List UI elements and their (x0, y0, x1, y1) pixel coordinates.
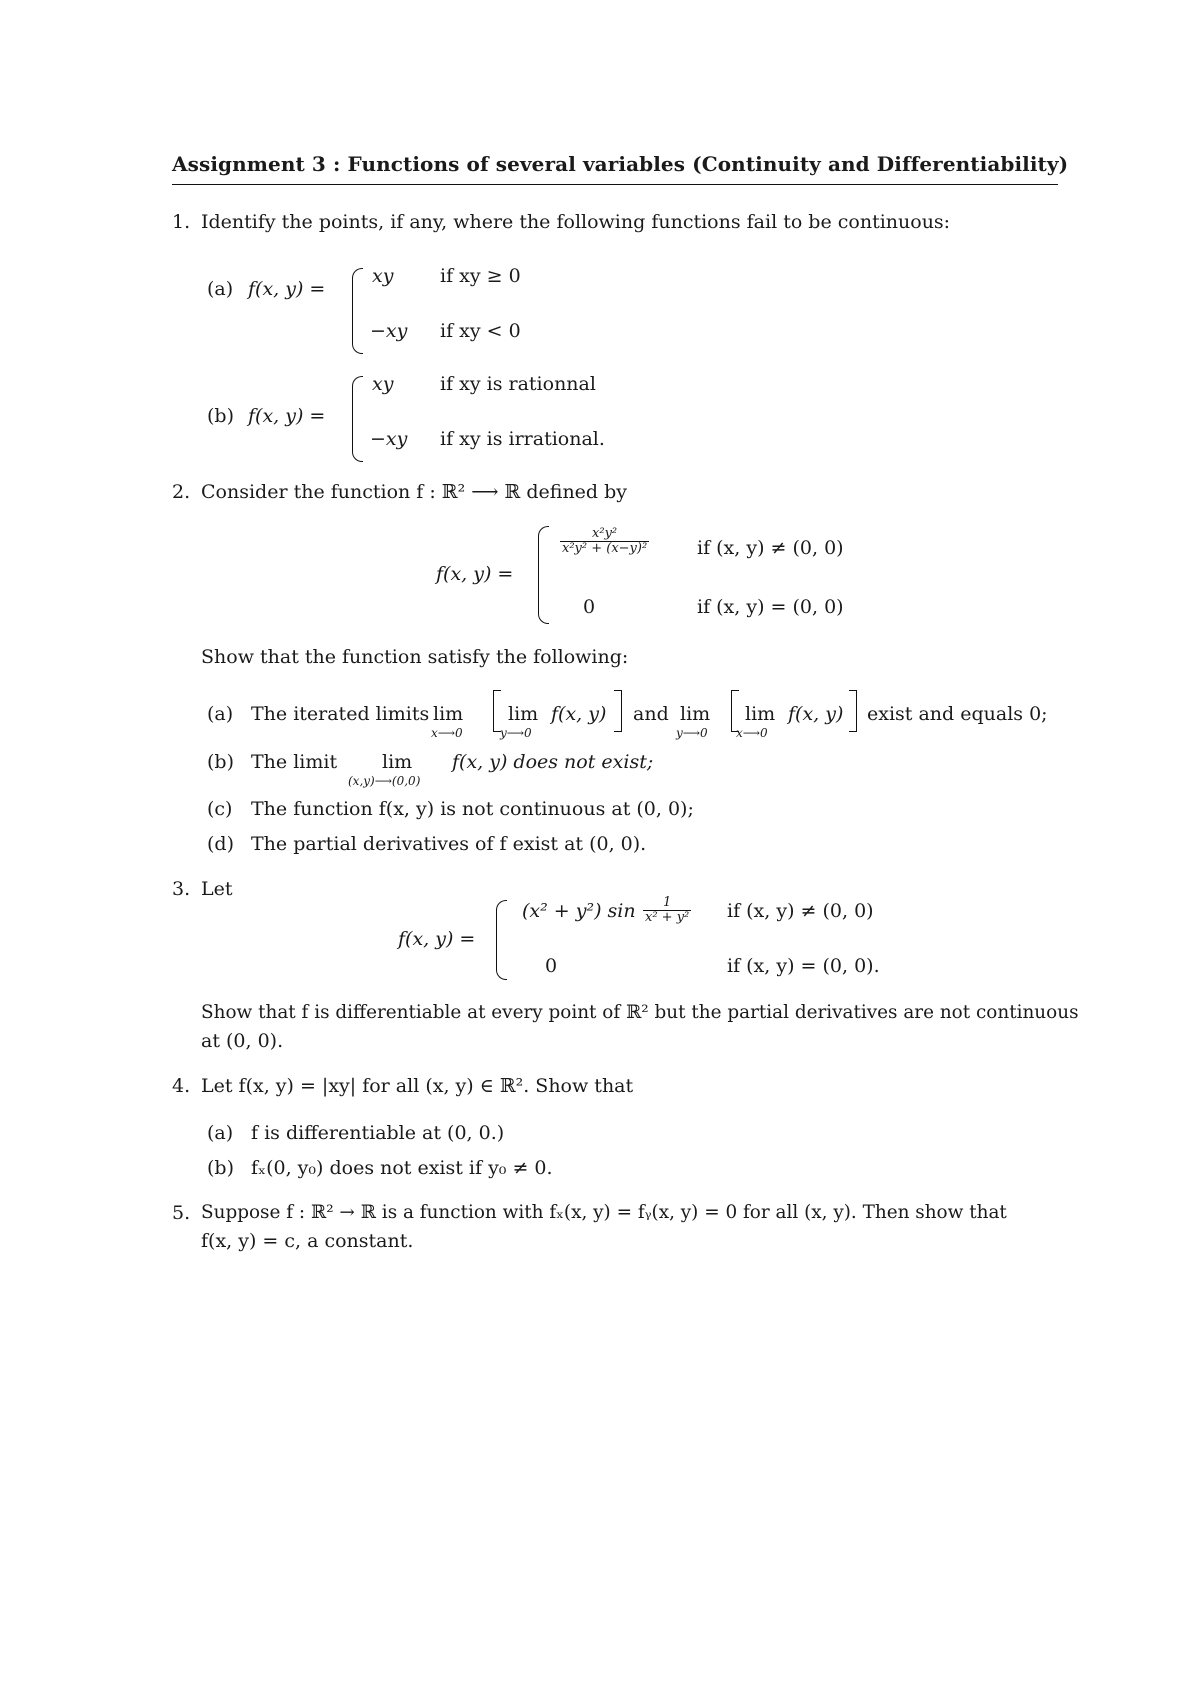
q1a-brace (352, 268, 363, 354)
q2b-label: (b) (207, 751, 234, 773)
q4b-text: fₓ(0, y₀) does not exist if y₀ ≠ 0. (251, 1157, 553, 1179)
q1a-case2-condition: if xy < 0 (440, 320, 521, 342)
title-rule (172, 184, 1058, 185)
q1b-case1-value: xy (372, 373, 394, 395)
q3-lhs: f(x, y) = (398, 928, 476, 950)
q2-fraction-numerator: x²y² (592, 526, 618, 541)
q3-case2-value: 0 (545, 955, 558, 977)
q1-number: 1. (172, 211, 191, 233)
q3-fraction-denominator: x² + y² (645, 909, 690, 925)
q1-text: Identify the points, if any, where the following functions fail to be continuous: (201, 211, 951, 233)
q2-number: 2. (172, 481, 191, 503)
q2-case2-condition: if (x, y) = (0, 0) (697, 596, 844, 618)
q5-number: 5. (172, 1202, 191, 1224)
q5-line2: f(x, y) = c, a constant. (201, 1230, 414, 1252)
q2a-and: and (633, 703, 669, 725)
q1b-brace (352, 376, 363, 462)
q2-case2-value: 0 (583, 596, 596, 618)
q2a-lim-outer-1: lim (433, 703, 464, 725)
q2b-text1: The limit (251, 751, 338, 773)
q2a-text1: The iterated limits (251, 703, 430, 725)
q2a-sub-inner-2: x⟶0 (736, 726, 768, 740)
q2a-bracket-close-1 (614, 690, 622, 732)
q1a-lhs: f(x, y) = (248, 278, 326, 300)
q2b-lim: lim (382, 751, 413, 773)
q3-show-line2: at (0, 0). (201, 1030, 284, 1052)
q1b-case1-condition: if xy is rationnal (440, 373, 596, 395)
q4a-label: (a) (207, 1122, 234, 1144)
q3-fraction (643, 896, 691, 924)
q3-number: 3. (172, 878, 191, 900)
q2a-lim-inner-2: lim (745, 703, 776, 725)
q4-text: Let f(x, y) = |xy| for all (x, y) ∈ ℝ². Show that (201, 1075, 634, 1097)
q2d-label: (d) (207, 833, 234, 855)
q2-case1-condition: if (x, y) ≠ (0, 0) (697, 537, 844, 559)
q2-intro: Show that the function satisfy the following: (201, 646, 629, 668)
q5-line1: Suppose f : ℝ² → ℝ is a function with fₓ(x, y) = fᵧ(x, y) = 0 for all (x, y). Then show that (201, 1202, 1007, 1223)
q2-fraction (560, 527, 649, 555)
q3-case2-condition: if (x, y) = (0, 0). (727, 955, 880, 977)
q2a-lim-inner-1: lim (508, 703, 539, 725)
q2a-bracket-close-2 (849, 690, 857, 732)
q4a-text: f is differentiable at (0, 0.) (251, 1122, 505, 1144)
q2a-sub-outer-2: y⟶0 (676, 726, 708, 740)
q2-text: Consider the function f : ℝ² ⟶ ℝ defined by (201, 481, 628, 503)
q2a-sub-outer-1: x⟶0 (431, 726, 463, 740)
q2a-sub-inner-1: y⟶0 (500, 726, 532, 740)
q1b-case2-value: −xy (370, 428, 408, 450)
q1b-lhs: f(x, y) = (248, 405, 326, 427)
q1a-label: (a) (207, 278, 234, 300)
q2-fraction-denominator: x²y² + (x−y)² (562, 540, 648, 556)
q4-number: 4. (172, 1075, 191, 1097)
q2c-label: (c) (207, 798, 233, 820)
q2-brace (538, 526, 549, 624)
q2a-text2: exist and equals 0; (867, 703, 1048, 725)
q3-case1-prefix: (x² + y²) sin (522, 900, 636, 922)
q1a-case1-value: xy (372, 265, 394, 287)
q2b-text2: f(x, y) does not exist; (452, 751, 654, 773)
q1b-case2-condition: if xy is irrational. (440, 428, 605, 450)
page-title: Assignment 3 : Functions of several variables (Continuity and Differentiability) (172, 152, 1069, 176)
q3-case1-condition: if (x, y) ≠ (0, 0) (727, 900, 874, 922)
q1a-case1-condition: if xy ≥ 0 (440, 265, 521, 287)
q3-show-line1: Show that f is differentiable at every point of ℝ² but the partial derivatives are not continuous (201, 1002, 1079, 1023)
q2d-text: The partial derivatives of f exist at (0, 0). (251, 833, 647, 855)
q3-brace (496, 900, 507, 980)
q2a-lim-outer-2: lim (680, 703, 711, 725)
q2a-inner-function-1: f(x, y) (551, 703, 607, 725)
q2c-text: The function f(x, y) is not continuous at (0, 0); (251, 798, 694, 820)
q1b-label: (b) (207, 405, 234, 427)
q2a-inner-function-2: f(x, y) (788, 703, 844, 725)
q3-text: Let (201, 878, 233, 900)
q3-fraction-numerator: 1 (662, 895, 672, 910)
q4b-label: (b) (207, 1157, 234, 1179)
q2-lhs: f(x, y) = (436, 563, 514, 585)
q1a-case2-value: −xy (370, 320, 408, 342)
q2a-label: (a) (207, 703, 234, 725)
q2b-sub: (x,y)⟶(0,0) (348, 774, 421, 788)
